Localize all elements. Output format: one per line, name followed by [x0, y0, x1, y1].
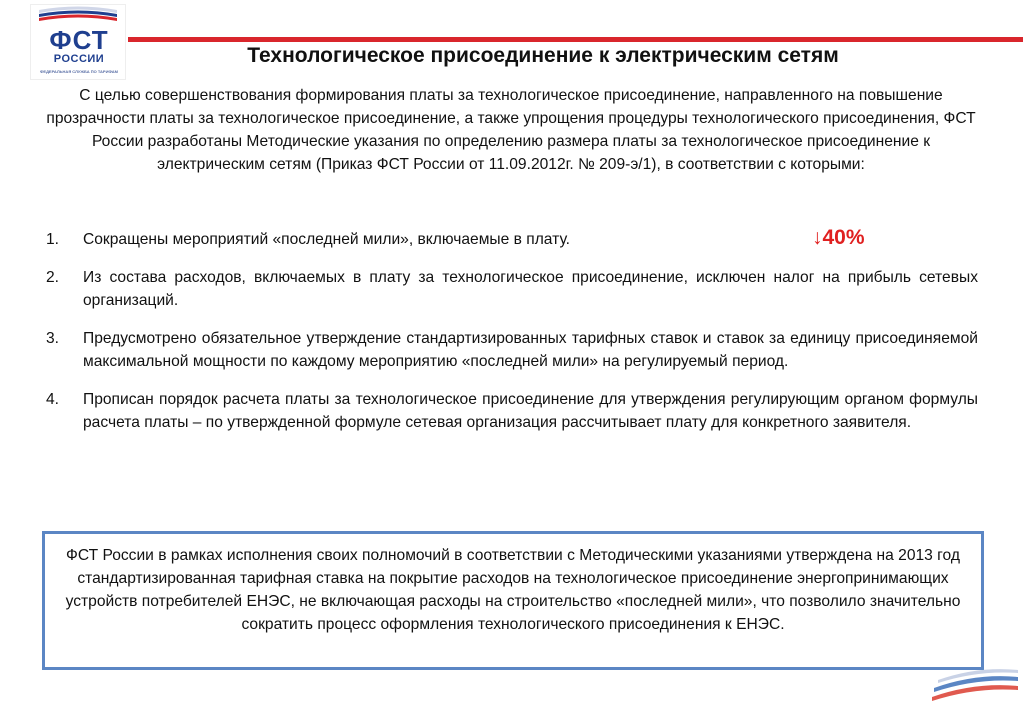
list-item-text: Из состава расходов, включаемых в плату за технологическое присоединение, исключен налог на прибыль сетевых организаций.: [83, 269, 978, 309]
logo-tiny-text: ФЕДЕРАЛЬНАЯ СЛУЖБА ПО ТАРИФАМ: [40, 69, 118, 74]
logo-main-text: ФСТ: [49, 25, 109, 55]
note-text: ФСТ России в рамках исполнения своих полномочий в соответствии с Методическими указаниями утверждена на 2013 год стандартизированная тарифная ставка на покрытие расходов на технологическое присоединение энергопринимающих устройств потребителей ЕНЭС, не включающая расходы на строительство «последней мили», что позволило значительно сократить процесс оформления технологического присоединения к ЕНЭС.: [65, 547, 961, 633]
list-item-text: Прописан порядок расчета платы за технологическое присоединение для утверждения регулирующим органом формулы расчета платы – по утвержденной формуле сетевая организация рассчитывает плату для конкретного заявителя.: [83, 391, 978, 431]
reduction-badge: ↓40%: [812, 226, 865, 249]
list-item: [46, 388, 978, 434]
page-title: Технологическое присоединение к электрическим сетям: [247, 44, 839, 67]
measures-list: [46, 228, 978, 449]
list-item-number: 1.: [46, 231, 60, 248]
list-item-number: 2.: [46, 269, 60, 286]
list-item-text: Предусмотрено обязательное утверждение стандартизированных тарифных ставок и ставок за единицу присоединяемой максимальной мощности по каждому мероприятию «последней мили» на регулируемый период.: [83, 330, 978, 370]
intro-paragraph: С целью совершенствования формирования платы за технологическое присоединение, направленного на повышение прозрачности платы за технологическое присоединение, а также упрощения процедуры технологического присоединения, ФСТ России разработаны Методические указания по определению размера платы за технологическое присоединение к электрическим сетям (Приказ ФСТ России от 11.09.2012г. № 209-э/1), в соответствии с которыми:: [46, 87, 976, 173]
fst-logo: [30, 4, 126, 80]
logo-sub-text: РОССИИ: [53, 53, 105, 65]
list-item-number: 4.: [46, 391, 60, 408]
list-item: [46, 266, 978, 312]
header-divider: [128, 37, 1023, 42]
flag-swoosh-icon: [920, 660, 1020, 706]
note-box: [42, 531, 984, 670]
flag-stripes-icon: [31, 5, 125, 25]
list-item-number: 3.: [46, 330, 60, 347]
list-item-text: Сокращены мероприятий «последней мили», включаемые в плату.: [83, 231, 571, 248]
list-item: [46, 327, 978, 373]
